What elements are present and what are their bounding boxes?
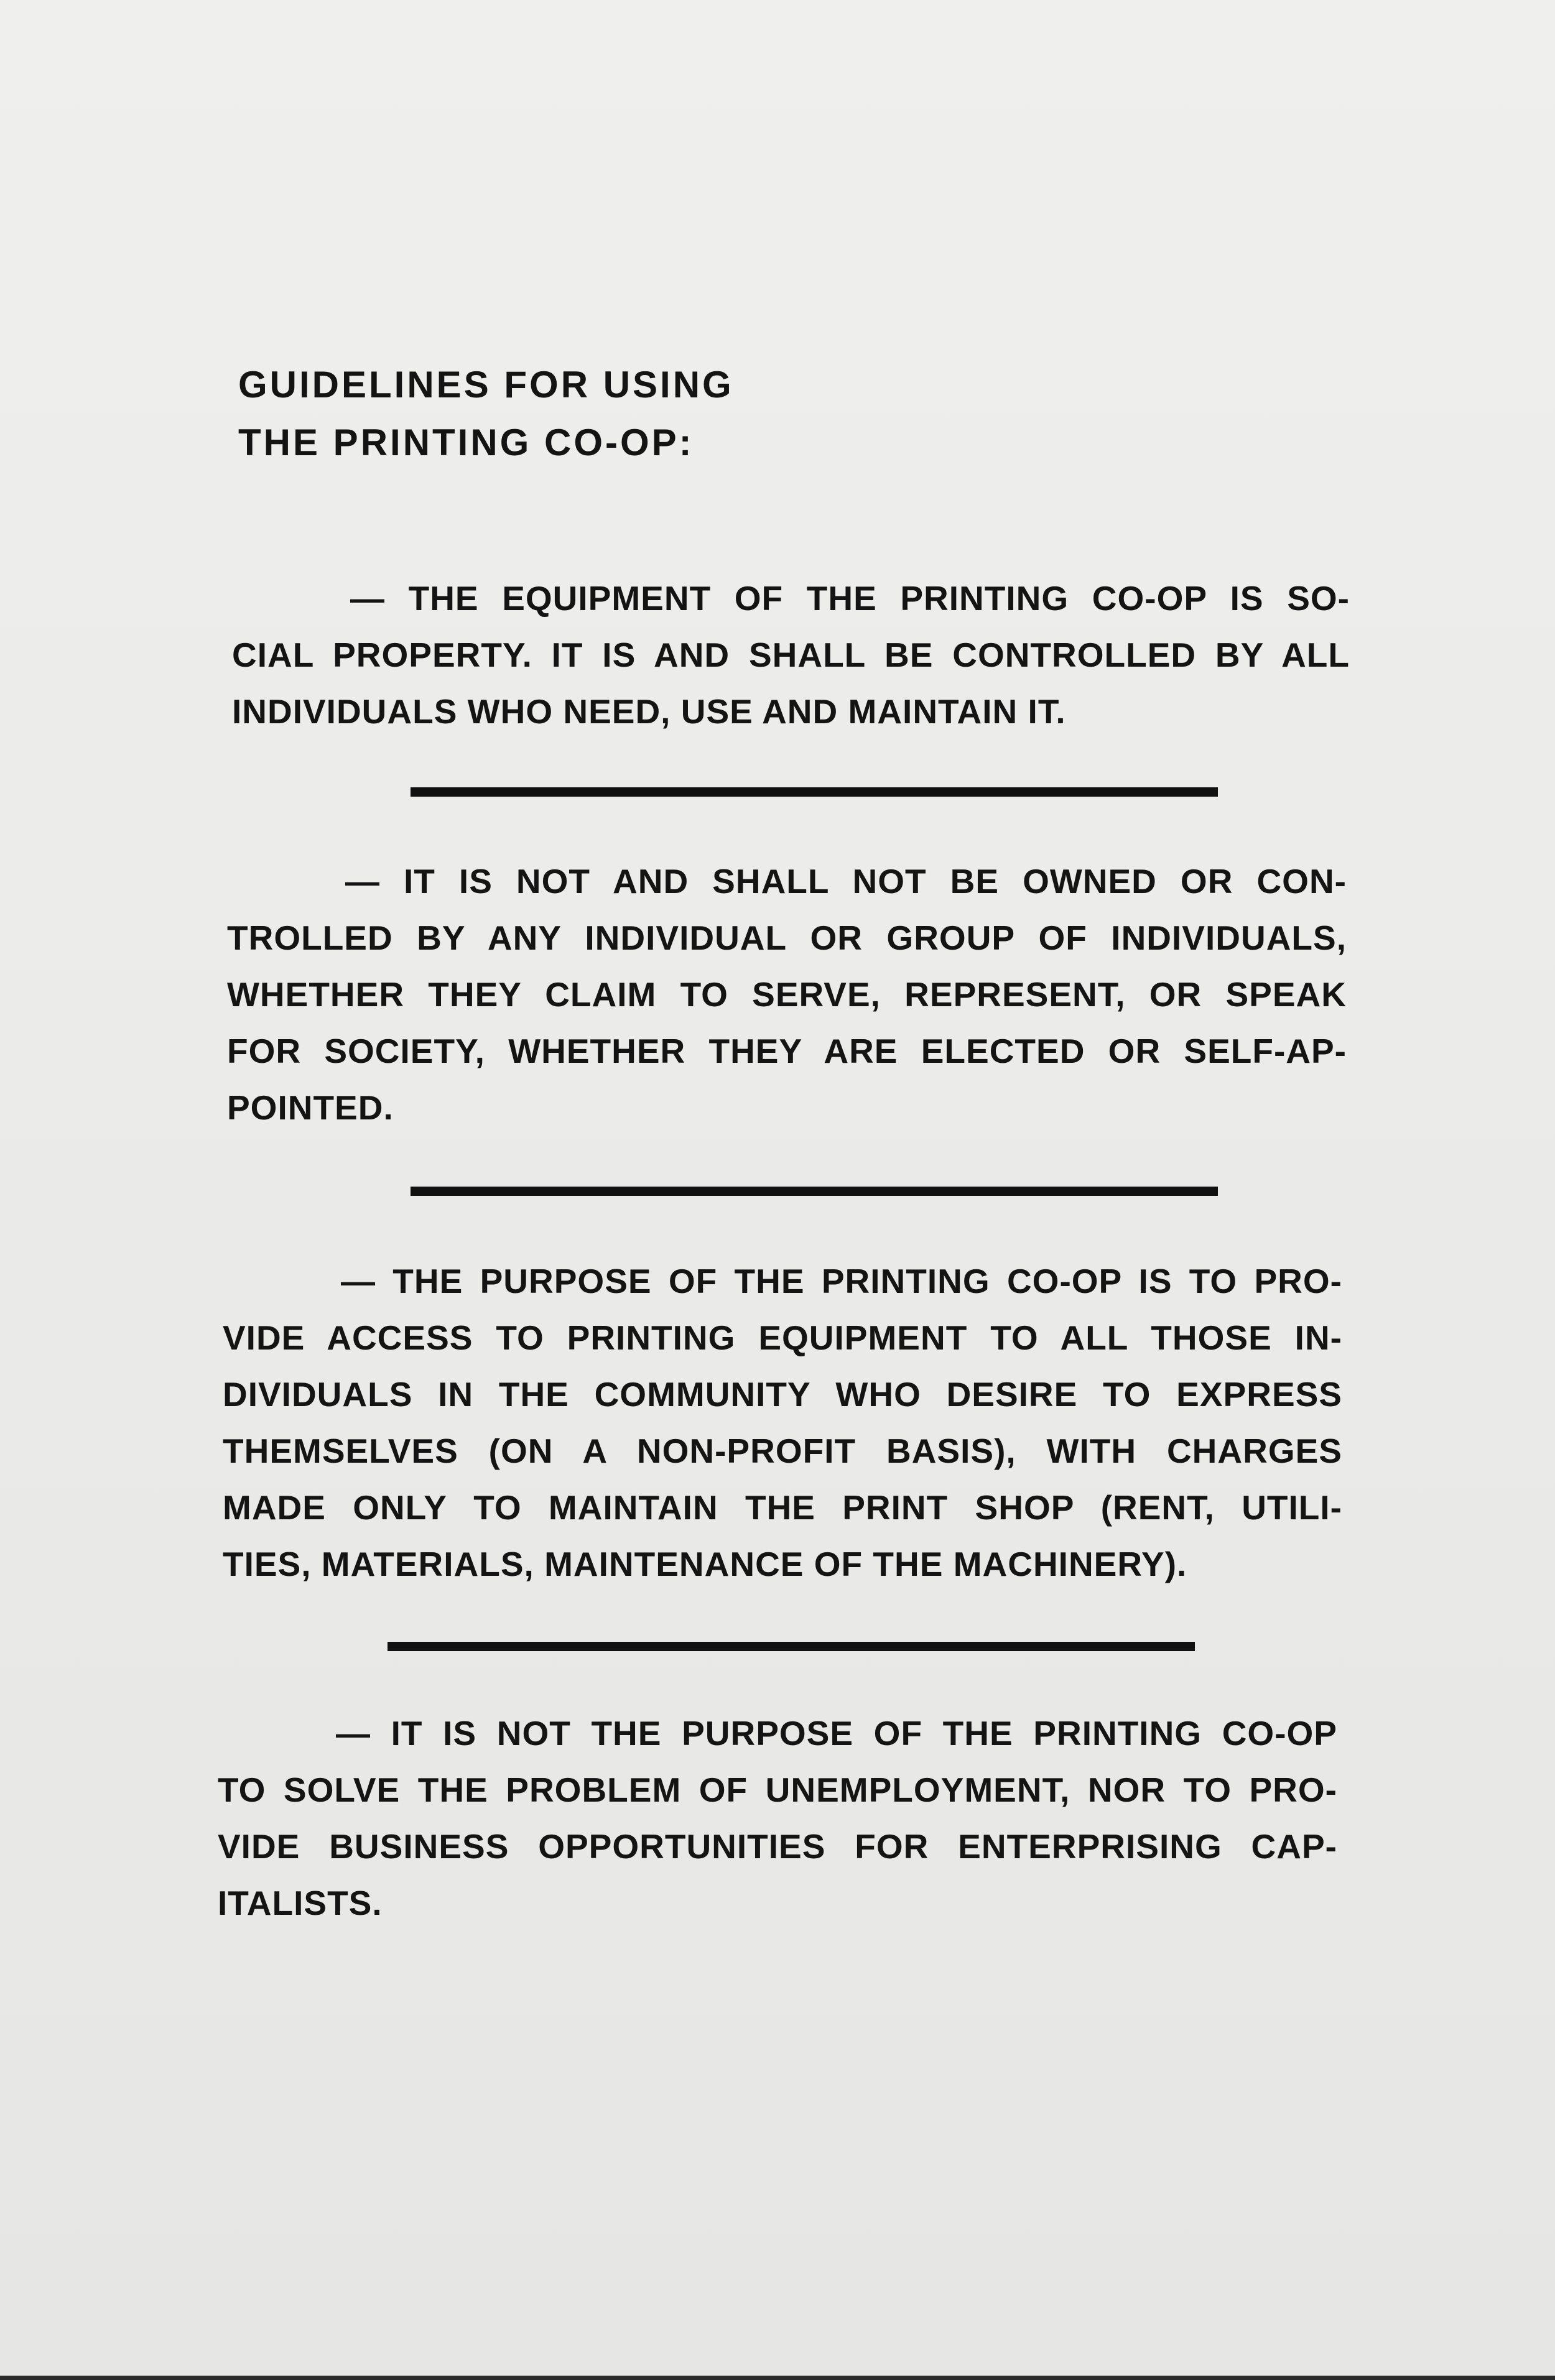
paragraph-2-line-3: WHETHER THEY CLAIM TO SERVE, REPRESENT, OR SPEAK [227, 975, 1347, 1014]
title-line-1: GUIDELINES FOR USING [238, 364, 734, 405]
paragraph-1-line-3: INDIVIDUALS WHO NEED, USE AND MAINTAIN IT. [232, 692, 1066, 731]
paragraph-3-line-3: DIVIDUALS IN THE COMMUNITY WHO DESIRE TO EXPRESS [223, 1375, 1342, 1414]
paragraph-3-line-1: — THE PURPOSE OF THE PRINTING CO-OP IS TO PRO- [341, 1262, 1342, 1300]
title-line-2: THE PRINTING CO-OP: [238, 422, 694, 463]
bottom-edge-strip [0, 2376, 1555, 2380]
paragraph-3-line-4: THEMSELVES (ON A NON-PROFIT BASIS), WITH CHARGES [223, 1432, 1342, 1470]
divider-rule-2 [411, 1187, 1218, 1196]
paragraph-4-line-3: VIDE BUSINESS OPPORTUNITIES FOR ENTERPRISING CAP- [218, 1827, 1337, 1866]
guideline-paragraph-2 [227, 853, 1347, 1136]
divider-rule-1 [411, 787, 1218, 797]
paragraph-2-line-2: TROLLED BY ANY INDIVIDUAL OR GROUP OF INDIVIDUALS, [227, 919, 1347, 957]
paragraph-2-line-4: FOR SOCIETY, WHETHER THEY ARE ELECTED OR SELF-AP- [227, 1032, 1347, 1070]
paragraph-4-line-1: — IT IS NOT THE PURPOSE OF THE PRINTING CO-OP [336, 1714, 1337, 1753]
paragraph-1-line-2: CIAL PROPERTY. IT IS AND SHALL BE CONTROLLED BY ALL [232, 636, 1350, 674]
paragraph-2-line-5: POINTED. [227, 1088, 394, 1127]
guideline-paragraph-3 [223, 1253, 1342, 1593]
paragraph-3-line-5: MADE ONLY TO MAINTAIN THE PRINT SHOP (RENT, UTILI- [223, 1488, 1342, 1527]
paragraph-3-line-2: VIDE ACCESS TO PRINTING EQUIPMENT TO ALL THOSE IN- [223, 1318, 1342, 1357]
poster-title [238, 356, 1171, 471]
divider-rule-3 [388, 1642, 1195, 1651]
paragraph-3-line-6: TIES, MATERIALS, MAINTENANCE OF THE MACHINERY). [223, 1545, 1187, 1583]
guideline-paragraph-1 [232, 570, 1350, 740]
paragraph-4-line-2: TO SOLVE THE PROBLEM OF UNEMPLOYMENT, NOR TO PRO- [218, 1771, 1337, 1809]
paragraph-2-line-1: — IT IS NOT AND SHALL NOT BE OWNED OR CON- [345, 862, 1347, 901]
paragraph-1-line-1: — THE EQUIPMENT OF THE PRINTING CO-OP IS SO- [350, 579, 1350, 618]
guideline-paragraph-4 [218, 1705, 1337, 1932]
paragraph-4-line-4: ITALISTS. [218, 1884, 383, 1922]
